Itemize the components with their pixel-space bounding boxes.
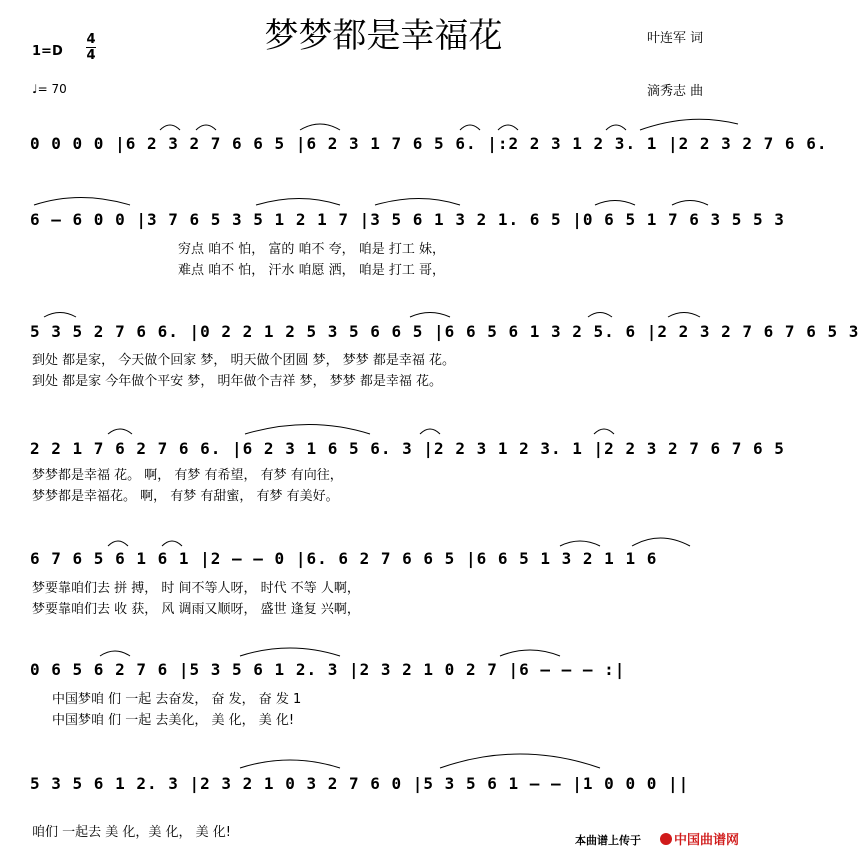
lyric-line-2a: 穷点 咱不 怕， 富的 咱不 夸， 咱是 打工 妹， (178, 242, 446, 257)
lyric-line-4b: 梦梦都是幸福花。 啊， 有梦 有甜蜜， 有梦 有美好。 (32, 489, 339, 504)
song-title: 梦梦都是幸福花 (264, 16, 503, 56)
lyric-line-6a: 中国梦咱 们 一起 去奋发， 奋 发， 奋 发 1 (52, 692, 302, 707)
lyric-line-4a: 梦梦都是幸福 花。 啊， 有梦 有希望， 有梦 有向往， (32, 468, 343, 483)
time-signature-top: 4 (86, 32, 96, 47)
logo-icon (660, 833, 672, 845)
notation-line-3: 5 3 5 2 7 6 6. |0 2 2 1 2 5 3 5 6 6 5 |6 6 5 6 1 3 2 5. 6 |2 2 3 2 7 6 7 6 5 3 (30, 322, 859, 341)
lyric-line-6b: 中国梦咱 们 一起 去美化， 美 化， 美 化! (52, 713, 295, 728)
lyric-line-5a: 梦要靠咱们去 拼 搏， 时 间不等人呀， 时代 不等 人啊， (32, 581, 360, 596)
lyric-line-5b: 梦要靠咱们去 收 获， 风 调雨又顺呀， 盛世 逢复 兴啊， (32, 602, 360, 617)
lyric-line-2b: 难点 咱不 怕， 汗水 咱愿 洒， 咱是 打工 哥， (178, 263, 446, 278)
lyric-line-7a: 咱们 一起去 美 化，美 化， 美 化! (32, 825, 232, 840)
upload-notice: 本曲谱上传于 (575, 834, 641, 847)
site-logo (660, 829, 739, 848)
logo-text: 中国曲谱网 (674, 833, 740, 848)
notation-line-7: 5 3 5 6 1 2. 3 |2 3 2 1 0 3 2 7 6 0 |5 3 5 6 1 – – |1 0 0 0 || (30, 774, 690, 793)
lyricist-credit: 叶连军 词 (647, 31, 704, 46)
composer-credit: 滴秀志 曲 (647, 84, 704, 99)
notation-line-5: 6 7 6 5 6 1 6 1 |2 – – 0 |6. 6 2 7 6 6 5 |6 6 5 1 3 2 1 1 6 (30, 549, 658, 568)
time-signature-bottom: 4 (86, 48, 96, 63)
notation-line-2: 6 – 6 0 0 |3 7 6 5 3 5 1 2 1 7 |3 5 6 1 3 2 1. 6 5 |0 6 5 1 7 6 3 5 5 3 (30, 210, 785, 229)
key-signature: 1=D (32, 44, 63, 59)
tempo-marking: ♩= 70 (32, 82, 67, 96)
notation-line-6: 0 6 5 6 2 7 6 |5 3 5 6 1 2. 3 |2 3 2 1 0 2 7 |6 – – – :| (30, 660, 626, 679)
lyric-line-3b: 到处 都是家 今年做个平安 梦， 明年做个吉祥 梦， 梦梦 都是幸福 花。 (32, 374, 443, 389)
notation-line-4: 2 2 1 7 6 2 7 6 6. |6 2 3 1 6 5 6. 3 |2 2 3 1 2 3. 1 |2 2 3 2 7 6 7 6 5 (30, 439, 785, 458)
notation-line-1: 0 0 0 0 |6 2 3 2 7 6 6 5 |6 2 3 1 7 6 5 6. |:2 2 3 1 2 3. 1 |2 2 3 2 7 6 6. (30, 134, 828, 153)
lyric-line-3a: 到处 都是家， 今天做个回家 梦， 明天做个团圆 梦， 梦梦 都是幸福 花。 (32, 353, 456, 368)
